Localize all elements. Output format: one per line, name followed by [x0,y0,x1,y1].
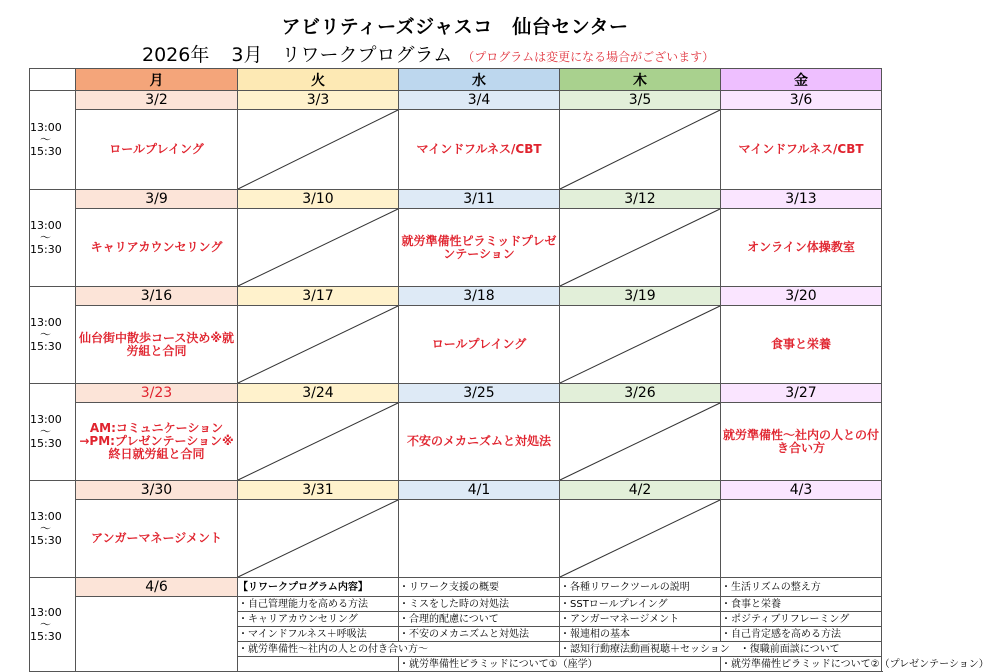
no-program-cell [238,110,399,190]
slash-line [560,306,720,383]
date-cell-mon: 3/30 [76,481,238,500]
diagonal-slash [238,209,398,286]
day-header-mon: 月 [76,69,238,91]
contents-item: ・キャリアカウンセリング [238,612,399,627]
date-cell-thu: 3/5 [560,91,721,110]
diagonal-slash [238,306,398,383]
week-date-row [30,190,882,209]
no-program-cell [560,500,721,578]
no-program-cell [238,209,399,287]
contents-item: ・認知行動療法動画視聴＋セッション ・復職前面談について [560,642,882,657]
activity-cell-fri: マインドフルネス/CBT [721,110,882,190]
activity-cell-fri: 就労準備性～社内の人との付き合い方 [721,403,882,481]
day-header-thu: 木 [560,69,721,91]
date-cell-mon: 4/6 [76,578,238,597]
date-cell-thu: 4/2 [560,481,721,500]
empty-cell [399,500,560,578]
week-activity-row [30,500,882,578]
date-cell-tue: 3/17 [238,287,399,306]
contents-item: ・生活リズムの整え方 [721,578,882,597]
time-cell [30,287,76,384]
time-start: 13:00 [30,413,62,426]
date-cell-mon: 3/9 [76,190,238,209]
contents-heading: 【リワークプログラム内容】 [238,578,399,597]
diagonal-slash [238,403,398,480]
time-end: 15:30 [30,629,62,643]
date-cell-wed: 3/18 [399,287,560,306]
slash-line [238,403,398,480]
no-program-cell [560,306,721,384]
contents-item: ・マインドフルネス＋呼吸法 [238,627,399,642]
time-tilde: ～ [40,328,51,341]
time-tilde: ～ [40,617,51,631]
date-cell-wed: 3/4 [399,91,560,110]
time-cell [30,384,76,481]
date-cell-tue: 3/31 [238,481,399,500]
change-note: （プログラムは変更になる場合がございます） [462,50,715,64]
contents-item: ・報連相の基本 [560,627,721,642]
page-title: アビリティーズジャスコ 仙台センター [281,16,629,38]
activity-cell-mon: キャリアカウンセリング [76,209,238,287]
time-start: 13:00 [30,121,62,134]
date-cell-thu: 3/26 [560,384,721,403]
no-program-cell [560,209,721,287]
week-date-row [30,91,882,110]
activity-cell-wed: 就労準備性ピラミッドプレゼンテーション [399,209,560,287]
time-tilde: ～ [40,133,51,146]
slash-line [560,500,720,577]
time-cell [30,578,76,672]
corner-cell [30,69,76,91]
activity-cell-mon: アンガーマネージメント [76,500,238,578]
time-start: 13:00 [30,510,62,523]
contents-item: ・就労準備性～社内の人との付き合い方～ [238,642,560,657]
diagonal-slash [238,500,398,577]
contents-row [30,597,882,612]
time-cell [30,481,76,578]
week-date-row [30,287,882,306]
diagonal-slash [560,306,720,383]
activity-cell-mon: ロールプレイング [76,110,238,190]
contents-item: ・SSTロールプレイング [560,597,721,612]
time-start: 13:00 [30,316,62,329]
time-end: 15:30 [30,534,62,547]
date-cell-fri: 3/6 [721,91,882,110]
date-cell-tue: 3/3 [238,91,399,110]
week-activity-row [30,110,882,190]
contents-item: ・不安のメカニズムと対処法 [399,627,560,642]
date-cell-wed: 4/1 [399,481,560,500]
no-program-cell [238,500,399,578]
contents-item: ・ミスをした時の対処法 [399,597,560,612]
no-program-cell [560,110,721,190]
date-cell-fri: 3/20 [721,287,882,306]
contents-item: ・リワーク支援の概要 [399,578,560,597]
time-end: 15:30 [30,437,62,450]
slash-line [560,403,720,480]
slash-line [238,110,398,189]
slash-line [560,209,720,286]
diagonal-slash [238,110,398,189]
no-program-cell [238,403,399,481]
time-end: 15:30 [30,340,62,353]
date-cell-thu: 3/19 [560,287,721,306]
date-cell-fri: 4/3 [721,481,882,500]
date-cell-fri: 3/27 [721,384,882,403]
date-cell-mon: 3/16 [76,287,238,306]
activity-cell-mon: 仙台街中散歩コース決め※就労組と合同 [76,306,238,384]
time-cell [30,190,76,287]
activity-cell-wed: 不安のメカニズムと対処法 [399,403,560,481]
activity-cell-wed: マインドフルネス/CBT [399,110,560,190]
date-cell-wed: 3/25 [399,384,560,403]
contents-item: ・アンガーマネージメント [560,612,721,627]
time-start: 13:00 [30,219,62,232]
week-activity-row [30,209,882,287]
date-cell-mon: 3/23 [76,384,238,403]
week-activity-row [30,403,882,481]
contents-item: ・合理的配慮について [399,612,560,627]
month-program-label: 3月 リワークプログラム [231,44,453,66]
empty-cell [76,597,238,672]
week-date-row [30,384,882,403]
no-program-cell [238,306,399,384]
slash-line [560,110,720,189]
day-header-tue: 火 [238,69,399,91]
date-cell-tue: 3/24 [238,384,399,403]
contents-item: ・自己管理能力を高める方法 [238,597,399,612]
time-start: 13:00 [30,605,62,619]
activity-cell-fri: 食事と栄養 [721,306,882,384]
no-program-cell [560,403,721,481]
activity-cell-wed: ロールプレイング [399,306,560,384]
empty-cell [238,657,399,672]
time-tilde: ～ [40,425,51,438]
contents-item: ・就労準備性ピラミッドについて②（プレゼンテーション） [721,658,989,670]
slash-line [238,209,398,286]
time-tilde: ～ [40,231,51,244]
time-end: 15:30 [30,145,62,158]
time-tilde: ～ [40,522,51,535]
contents-item: ・食事と栄養 [721,597,882,612]
day-header-row [30,69,882,91]
subtitle [142,40,714,67]
week-activity-row [30,306,882,384]
contents-item: ・就労準備性ピラミッドについて①（座学） [399,657,721,672]
diagonal-slash [560,110,720,189]
date-cell-wed: 3/11 [399,190,560,209]
diagonal-slash [560,403,720,480]
activity-cell-mon: AM:コミュニケーション→PM:プレゼンテーション※終日就労組と合同 [76,403,238,481]
activity-cell-fri: オンライン体操教室 [721,209,882,287]
contents-item: ・自己肯定感を高める方法 [721,627,882,642]
date-cell-mon: 3/2 [76,91,238,110]
slash-line [238,306,398,383]
day-header-wed: 水 [399,69,560,91]
diagonal-slash [560,209,720,286]
time-cell [30,91,76,190]
week-date-row [30,481,882,500]
date-cell-fri: 3/13 [721,190,882,209]
diagonal-slash [560,500,720,577]
year-label: 2026年 [142,44,210,66]
contents-item: ・ポジティブリフレーミング [721,612,882,627]
schedule-table [29,68,989,672]
empty-cell [721,500,882,578]
contents-row [30,578,882,597]
day-header-fri: 金 [721,69,882,91]
date-cell-thu: 3/12 [560,190,721,209]
time-end: 15:30 [30,243,62,256]
date-cell-tue: 3/10 [238,190,399,209]
slash-line [238,500,398,577]
contents-item: ・各種リワークツールの説明 [560,578,721,597]
